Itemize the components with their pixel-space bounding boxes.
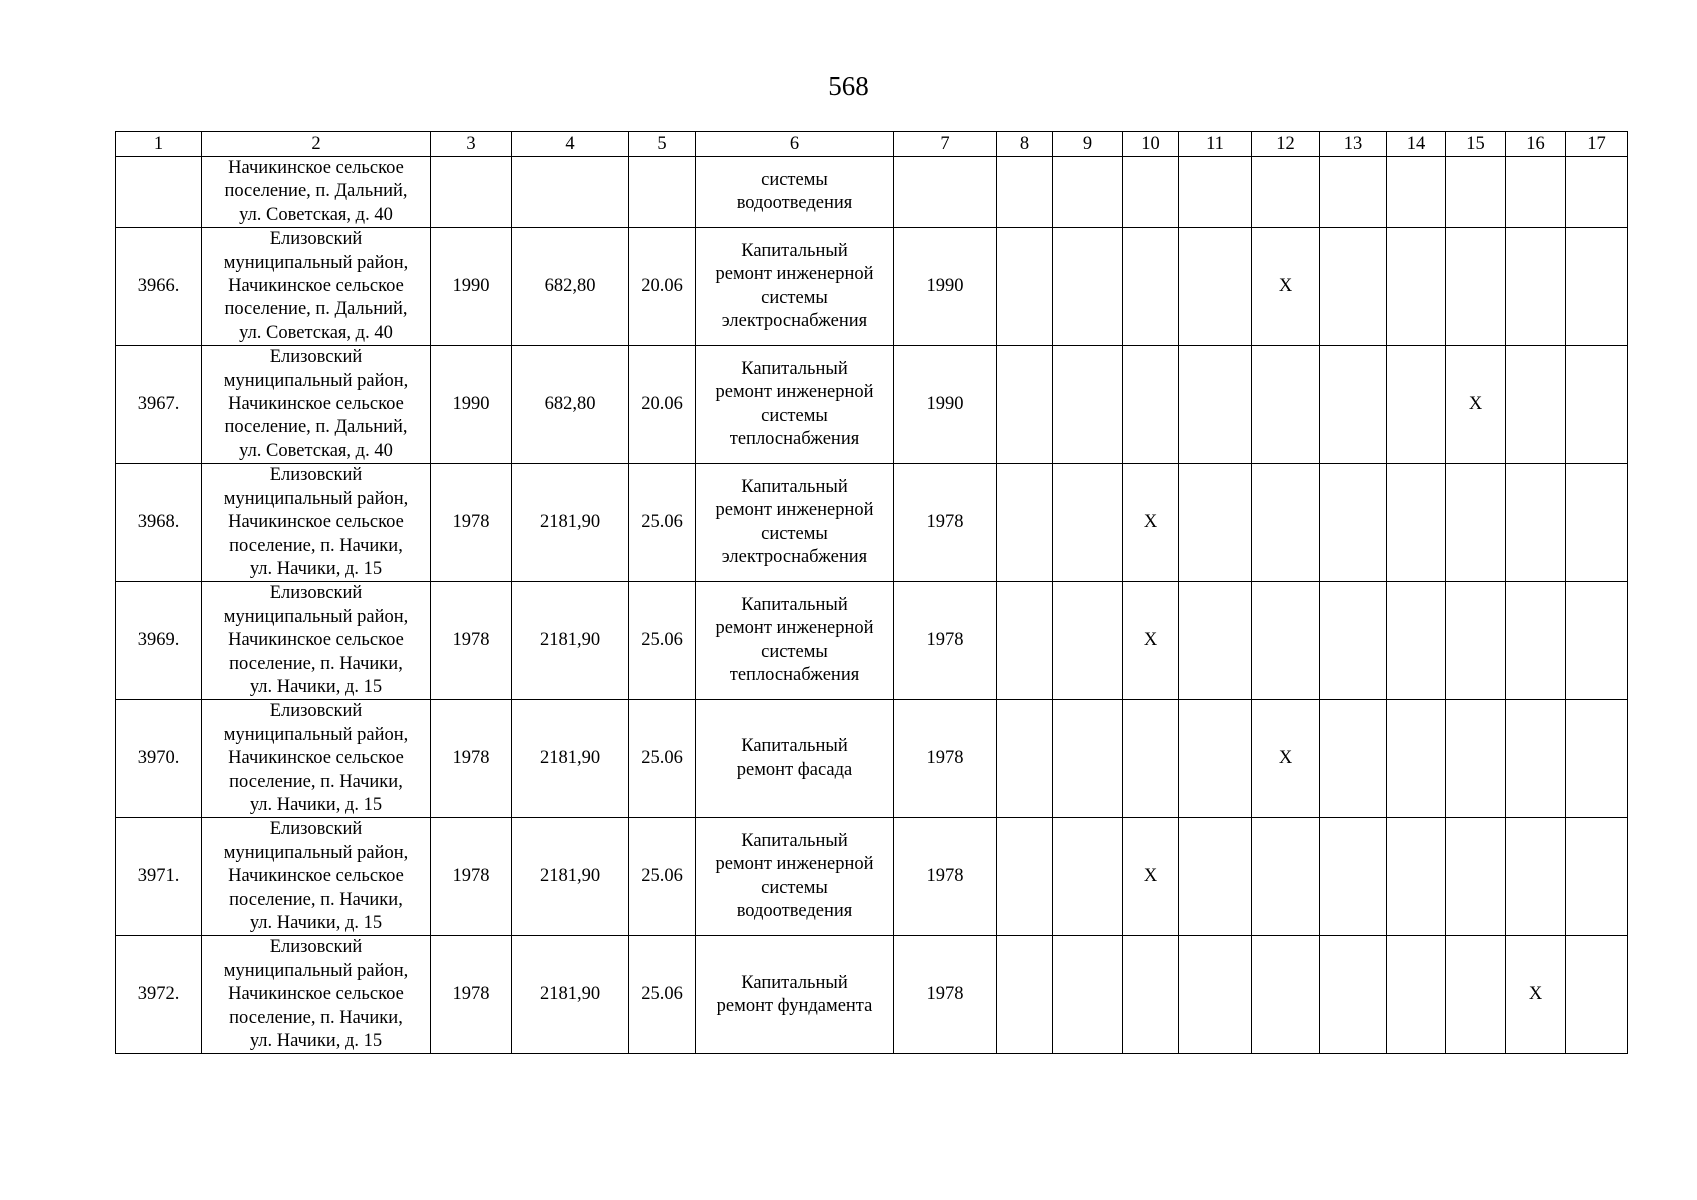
column-header: 15 (1446, 132, 1506, 157)
mark-cell-col-10 (1123, 700, 1179, 818)
mark-cell-col-13 (1320, 464, 1387, 582)
column-header: 11 (1179, 132, 1252, 157)
year-built-cell: 1990 (431, 346, 512, 464)
mark-cell-col-13 (1320, 157, 1387, 228)
address-cell-text: Елизовский муниципальный район, Начикинское сельское поселение, п. Начики, ул. Начики, д. 15 (223, 937, 409, 1052)
row-number-cell (116, 157, 202, 228)
year-cell: 1990 (894, 228, 997, 346)
mark-cell-col-12 (1252, 818, 1320, 936)
mark-cell-col-17 (1566, 228, 1628, 346)
mark-cell-col-8 (997, 228, 1053, 346)
year-cell: 1978 (894, 936, 997, 1054)
mark-cell-col-12 (1252, 936, 1320, 1054)
mark-cell-col-16 (1506, 464, 1566, 582)
mark-cell-col-16 (1506, 582, 1566, 700)
work-type-cell-text: Капитальный ремонт инженерной системы водоотведения (715, 831, 874, 922)
mark-cell-col-15 (1446, 700, 1506, 818)
page-number: 568 (828, 71, 869, 101)
mark-cell-col-12: X (1252, 700, 1320, 818)
year-built-cell (431, 157, 512, 228)
address-cell (202, 228, 431, 346)
mark-cell-col-11 (1179, 157, 1252, 228)
mark-cell-col-17 (1566, 464, 1628, 582)
mark-cell-col-15: X (1446, 346, 1506, 464)
mark-cell-col-11 (1179, 582, 1252, 700)
work-type-cell-text: Капитальный ремонт инженерной системы электроснабжения (715, 240, 874, 332)
column-5-cell: 20.06 (629, 346, 696, 464)
address-cell (202, 346, 431, 464)
mark-cell-col-15 (1446, 464, 1506, 582)
year-cell: 1978 (894, 464, 997, 582)
mark-cell-col-14 (1387, 818, 1446, 936)
column-header: 1 (116, 132, 202, 157)
mark-cell-col-9 (1053, 157, 1123, 228)
mark-cell-col-13 (1320, 936, 1387, 1054)
mark-cell-col-9 (1053, 700, 1123, 818)
work-type-cell-text: Капитальный ремонт инженерной системы теплоснабжения (715, 358, 874, 450)
table-row (116, 582, 1628, 700)
address-cell (202, 700, 431, 818)
mark-cell-col-13 (1320, 818, 1387, 936)
column-header: 10 (1123, 132, 1179, 157)
mark-cell-col-17 (1566, 700, 1628, 818)
year-built-cell: 1978 (431, 936, 512, 1054)
work-type-cell-text: Капитальный ремонт фасада (736, 736, 853, 780)
mark-cell-col-10: X (1123, 464, 1179, 582)
area-cell: 2181,90 (512, 464, 629, 582)
mark-cell-col-8 (997, 346, 1053, 464)
work-type-cell (696, 700, 894, 818)
mark-cell-col-8 (997, 157, 1053, 228)
mark-cell-col-11 (1179, 464, 1252, 582)
row-number-cell: 3966. (116, 228, 202, 346)
year-built-cell: 1978 (431, 582, 512, 700)
mark-cell-col-13 (1320, 346, 1387, 464)
area-cell: 2181,90 (512, 700, 629, 818)
mark-cell-col-9 (1053, 464, 1123, 582)
mark-cell-col-17 (1566, 936, 1628, 1054)
mark-cell-col-11 (1179, 936, 1252, 1054)
year-cell: 1978 (894, 582, 997, 700)
mark-cell-col-8 (997, 700, 1053, 818)
mark-cell-col-17 (1566, 818, 1628, 936)
mark-cell-col-10 (1123, 157, 1179, 228)
mark-cell-col-14 (1387, 936, 1446, 1054)
area-cell (512, 157, 629, 228)
mark-cell-col-14 (1387, 346, 1446, 464)
mark-cell-col-13 (1320, 582, 1387, 700)
column-5-cell: 25.06 (629, 818, 696, 936)
year-built-cell: 1978 (431, 464, 512, 582)
column-header: 13 (1320, 132, 1387, 157)
mark-cell-col-12 (1252, 346, 1320, 464)
column-header: 9 (1053, 132, 1123, 157)
row-number-cell: 3971. (116, 818, 202, 936)
address-cell (202, 818, 431, 936)
mark-cell-col-16 (1506, 346, 1566, 464)
mark-cell-col-17 (1566, 346, 1628, 464)
row-number-cell: 3970. (116, 700, 202, 818)
address-cell-text: Елизовский муниципальный район, Начикинское сельское поселение, п. Начики, ул. Начики, д. 15 (223, 819, 409, 933)
work-type-cell-text: Капитальный ремонт фундамента (716, 972, 873, 1016)
year-built-cell: 1978 (431, 700, 512, 818)
area-cell: 2181,90 (512, 818, 629, 936)
registry-table (115, 131, 1628, 1054)
mark-cell-col-11 (1179, 346, 1252, 464)
row-number-cell: 3967. (116, 346, 202, 464)
mark-cell-col-10: X (1123, 582, 1179, 700)
table-row (116, 818, 1628, 936)
header-row (116, 132, 1628, 157)
mark-cell-col-12 (1252, 582, 1320, 700)
column-5-cell: 25.06 (629, 936, 696, 1054)
mark-cell-col-9 (1053, 346, 1123, 464)
mark-cell-col-8 (997, 818, 1053, 936)
mark-cell-col-17 (1566, 157, 1628, 228)
table-row (116, 700, 1628, 818)
mark-cell-col-15 (1446, 818, 1506, 936)
mark-cell-col-11 (1179, 700, 1252, 818)
mark-cell-col-14 (1387, 700, 1446, 818)
mark-cell-col-12: X (1252, 228, 1320, 346)
mark-cell-col-13 (1320, 228, 1387, 346)
mark-cell-col-10 (1123, 936, 1179, 1054)
address-cell-text: Елизовский муниципальный район, Начикинское сельское поселение, п. Дальний, ул. Советская, д. 40 (223, 347, 409, 461)
column-header: 14 (1387, 132, 1446, 157)
mark-cell-col-13 (1320, 700, 1387, 818)
work-type-cell-text: Капитальный ремонт инженерной системы электроснабжения (715, 476, 874, 568)
column-5-cell: 25.06 (629, 582, 696, 700)
mark-cell-col-10 (1123, 228, 1179, 346)
work-type-cell (696, 936, 894, 1054)
table-row (116, 157, 1628, 228)
year-cell: 1978 (894, 818, 997, 936)
address-cell-text: Елизовский муниципальный район, Начикинское сельское поселение, п. Начики, ул. Начики, д. 15 (223, 465, 409, 579)
mark-cell-col-8 (997, 582, 1053, 700)
mark-cell-col-16 (1506, 157, 1566, 228)
table-row (116, 936, 1628, 1054)
mark-cell-col-9 (1053, 818, 1123, 936)
work-type-cell (696, 582, 894, 700)
table-row (116, 346, 1628, 464)
mark-cell-col-14 (1387, 157, 1446, 228)
column-header: 2 (202, 132, 431, 157)
mark-cell-col-9 (1053, 582, 1123, 700)
year-cell: 1990 (894, 346, 997, 464)
year-cell (894, 157, 997, 228)
year-cell: 1978 (894, 700, 997, 818)
work-type-cell-text: системы водоотведения (736, 169, 853, 214)
mark-cell-col-11 (1179, 818, 1252, 936)
area-cell: 2181,90 (512, 582, 629, 700)
mark-cell-col-15 (1446, 936, 1506, 1054)
table-row (116, 228, 1628, 346)
address-cell-text: Начикинское сельское поселение, п. Дальний, ул. Советская, д. 40 (224, 158, 408, 225)
mark-cell-col-14 (1387, 228, 1446, 346)
mark-cell-col-16 (1506, 700, 1566, 818)
column-5-cell: 25.06 (629, 700, 696, 818)
mark-cell-col-12 (1252, 157, 1320, 228)
column-header: 12 (1252, 132, 1320, 157)
area-cell: 2181,90 (512, 936, 629, 1054)
work-type-cell-text: Капитальный ремонт инженерной системы теплоснабжения (715, 595, 874, 686)
address-cell (202, 582, 431, 700)
column-5-cell (629, 157, 696, 228)
table-row (116, 464, 1628, 582)
mark-cell-col-17 (1566, 582, 1628, 700)
mark-cell-col-14 (1387, 582, 1446, 700)
mark-cell-col-10: X (1123, 818, 1179, 936)
column-header: 3 (431, 132, 512, 157)
address-cell (202, 157, 431, 228)
column-header: 17 (1566, 132, 1628, 157)
work-type-cell (696, 157, 894, 228)
area-cell: 682,80 (512, 228, 629, 346)
mark-cell-col-8 (997, 936, 1053, 1054)
column-header: 8 (997, 132, 1053, 157)
column-header: 5 (629, 132, 696, 157)
mark-cell-col-15 (1446, 157, 1506, 228)
column-header: 6 (696, 132, 894, 157)
mark-cell-col-11 (1179, 228, 1252, 346)
year-built-cell: 1978 (431, 818, 512, 936)
mark-cell-col-14 (1387, 464, 1446, 582)
mark-cell-col-16 (1506, 228, 1566, 346)
address-cell-text: Елизовский муниципальный район, Начикинское сельское поселение, п. Начики, ул. Начики, д. 15 (223, 583, 409, 697)
column-header: 16 (1506, 132, 1566, 157)
mark-cell-col-12 (1252, 464, 1320, 582)
mark-cell-col-15 (1446, 228, 1506, 346)
work-type-cell (696, 464, 894, 582)
mark-cell-col-9 (1053, 228, 1123, 346)
mark-cell-col-16 (1506, 818, 1566, 936)
row-number-cell: 3968. (116, 464, 202, 582)
address-cell-text: Елизовский муниципальный район, Начикинское сельское поселение, п. Дальний, ул. Советская, д. 40 (223, 229, 409, 343)
column-header: 7 (894, 132, 997, 157)
mark-cell-col-9 (1053, 936, 1123, 1054)
address-cell (202, 936, 431, 1054)
work-type-cell (696, 346, 894, 464)
area-cell: 682,80 (512, 346, 629, 464)
work-type-cell (696, 818, 894, 936)
year-built-cell: 1990 (431, 228, 512, 346)
mark-cell-col-10 (1123, 346, 1179, 464)
mark-cell-col-15 (1446, 582, 1506, 700)
work-type-cell (696, 228, 894, 346)
mark-cell-col-8 (997, 464, 1053, 582)
mark-cell-col-16: X (1506, 936, 1566, 1054)
row-number-cell: 3969. (116, 582, 202, 700)
address-cell (202, 464, 431, 582)
column-header: 4 (512, 132, 629, 157)
column-5-cell: 20.06 (629, 228, 696, 346)
column-5-cell: 25.06 (629, 464, 696, 582)
row-number-cell: 3972. (116, 936, 202, 1054)
address-cell-text: Елизовский муниципальный район, Начикинское сельское поселение, п. Начики, ул. Начики, д. 15 (223, 701, 409, 815)
